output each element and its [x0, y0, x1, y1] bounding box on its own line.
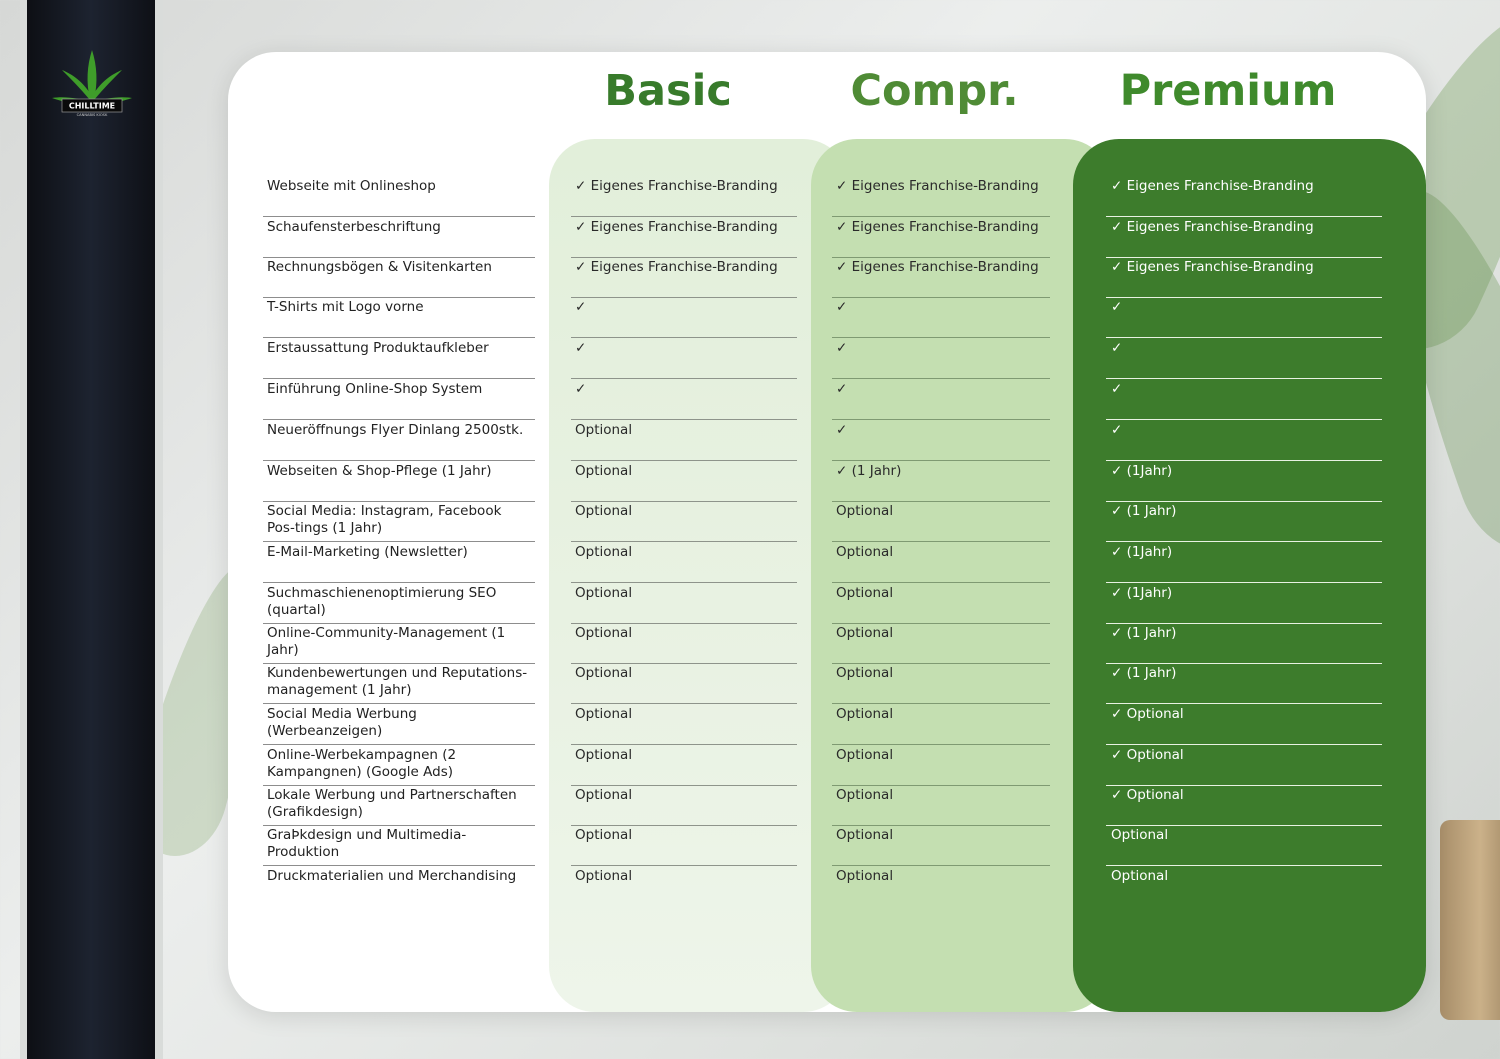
row-divider [263, 337, 535, 338]
feature-label: Druckmaterialien und Merchandising [267, 868, 517, 884]
plan-cell-compr: Optional [836, 585, 894, 601]
plan-cell-compr: Optional [836, 787, 894, 803]
row-divider [832, 703, 1050, 704]
row-divider [1106, 337, 1382, 338]
row-divider [263, 501, 535, 502]
plan-cell-premium: ✓ Optional [1111, 787, 1184, 803]
row-divider [1106, 460, 1382, 461]
row-divider [571, 378, 797, 379]
row-divider [832, 663, 1050, 664]
row-divider [263, 257, 535, 258]
plan-cell-compr: Optional [836, 544, 894, 560]
plan-cell-basic: Optional [575, 503, 633, 519]
row-divider [832, 297, 1050, 298]
row-divider [1106, 825, 1382, 826]
row-divider [263, 825, 535, 826]
plan-cell-premium: ✓ [1111, 340, 1123, 356]
row-divider [832, 541, 1050, 542]
plan-cell-compr: Optional [836, 868, 894, 884]
row-divider [832, 378, 1050, 379]
row-divider [1106, 582, 1382, 583]
plan-cell-basic: Optional [575, 665, 633, 681]
row-divider [571, 825, 797, 826]
plan-cell-premium: Optional [1111, 868, 1169, 884]
plan-cell-basic: ✓ [575, 299, 587, 315]
plan-cell-compr: ✓ Eigenes Franchise-Branding [836, 259, 1039, 275]
plan-cell-compr: ✓ [836, 422, 848, 438]
plan-heading-basic: Basic [604, 66, 732, 116]
plan-cell-basic: ✓ Eigenes Franchise-Branding [575, 259, 778, 275]
row-divider [263, 216, 535, 217]
plan-cell-compr: Optional [836, 827, 894, 843]
plan-heading-compr: Compr. [850, 66, 1019, 116]
row-divider [263, 419, 535, 420]
plan-cell-premium: ✓ Optional [1111, 747, 1184, 763]
plan-cell-compr: Optional [836, 706, 894, 722]
row-divider [571, 865, 797, 866]
feature-label: Kundenbewertungen und Reputations-management (1 Jahr) [267, 665, 528, 698]
plan-cell-basic: Optional [575, 868, 633, 884]
plan-cell-basic: Optional [575, 706, 633, 722]
row-divider [263, 541, 535, 542]
row-divider [832, 501, 1050, 502]
plan-cell-premium: ✓ Eigenes Franchise-Branding [1111, 219, 1314, 235]
plan-cell-premium: ✓ Eigenes Franchise-Branding [1111, 259, 1314, 275]
row-divider [571, 460, 797, 461]
plan-cell-premium: ✓ [1111, 422, 1123, 438]
plan-cell-basic: Optional [575, 463, 633, 479]
row-divider [832, 825, 1050, 826]
plan-cell-basic: Optional [575, 827, 633, 843]
plan-cell-compr: Optional [836, 625, 894, 641]
row-divider [263, 785, 535, 786]
feature-label: Webseite mit Onlineshop [267, 178, 436, 194]
plan-cell-basic: Optional [575, 585, 633, 601]
feature-label: T-Shirts mit Logo vorne [267, 299, 424, 315]
row-divider [1106, 541, 1382, 542]
cannabis-leaf-icon [52, 50, 132, 105]
row-divider [832, 865, 1050, 866]
row-divider [1106, 785, 1382, 786]
plan-cell-premium: ✓ (1Jahr) [1111, 544, 1173, 560]
plan-heading-premium: Premium [1119, 66, 1337, 116]
feature-label: E-Mail-Marketing (Newsletter) [267, 544, 468, 560]
plan-cell-basic: Optional [575, 787, 633, 803]
plan-cell-premium: ✓ (1 Jahr) [1111, 625, 1177, 641]
row-divider [1106, 623, 1382, 624]
plan-cell-premium: ✓ (1 Jahr) [1111, 503, 1177, 519]
row-divider [832, 460, 1050, 461]
row-divider [1106, 216, 1382, 217]
jar-background [1440, 820, 1500, 1020]
row-divider [263, 703, 535, 704]
row-divider [571, 785, 797, 786]
row-divider [832, 419, 1050, 420]
plan-cell-basic: ✓ [575, 340, 587, 356]
row-divider [1106, 501, 1382, 502]
row-divider [832, 785, 1050, 786]
row-divider [263, 460, 535, 461]
plan-cell-compr: ✓ (1 Jahr) [836, 463, 902, 479]
plan-cell-premium: ✓ [1111, 381, 1123, 397]
row-divider [832, 744, 1050, 745]
row-divider [571, 703, 797, 704]
row-divider [1106, 378, 1382, 379]
feature-label: Rechnungsbögen & Visitenkarten [267, 259, 492, 275]
row-divider [1106, 257, 1382, 258]
row-divider [1106, 703, 1382, 704]
plan-cell-compr: ✓ Eigenes Franchise-Branding [836, 219, 1039, 235]
logo-subtext: CANNABIS KIOSK [76, 113, 108, 117]
row-divider [1106, 297, 1382, 298]
feature-label: Schaufensterbeschriftung [267, 219, 441, 235]
feature-label: Social Media Werbung (Werbeanzeigen) [267, 706, 417, 739]
row-divider [263, 297, 535, 298]
plan-cell-premium: ✓ (1 Jahr) [1111, 665, 1177, 681]
plan-cell-premium: ✓ Eigenes Franchise-Branding [1111, 178, 1314, 194]
plan-cell-basic: ✓ Eigenes Franchise-Branding [575, 178, 778, 194]
plan-cell-premium: Optional [1111, 827, 1169, 843]
row-divider [263, 744, 535, 745]
plan-cell-compr: Optional [836, 747, 894, 763]
plan-cell-compr: ✓ [836, 299, 848, 315]
sidebar [27, 0, 155, 1059]
plan-cell-compr: ✓ Eigenes Franchise-Branding [836, 178, 1039, 194]
plan-cell-compr: ✓ [836, 340, 848, 356]
feature-label: Online-Community-Management (1 Jahr) [267, 625, 506, 658]
plan-cell-basic: ✓ Eigenes Franchise-Branding [575, 219, 778, 235]
row-divider [832, 216, 1050, 217]
row-divider [263, 663, 535, 664]
row-divider [571, 582, 797, 583]
row-divider [571, 216, 797, 217]
plan-cell-basic: Optional [575, 422, 633, 438]
row-divider [571, 501, 797, 502]
row-divider [571, 257, 797, 258]
row-divider [571, 663, 797, 664]
plan-cell-compr: Optional [836, 503, 894, 519]
row-divider [1106, 663, 1382, 664]
row-divider [263, 623, 535, 624]
row-divider [263, 378, 535, 379]
row-divider [571, 744, 797, 745]
plan-cell-compr: ✓ [836, 381, 848, 397]
row-divider [571, 297, 797, 298]
feature-label: GraÞkdesign und Multimedia-Produktion [267, 827, 467, 860]
row-divider [1106, 419, 1382, 420]
row-divider [832, 623, 1050, 624]
logo-text: CHILLTIME [68, 101, 116, 111]
row-divider [263, 865, 535, 866]
row-divider [1106, 744, 1382, 745]
plan-cell-basic: Optional [575, 747, 633, 763]
feature-label: Erstaussattung Produktaufkleber [267, 340, 489, 356]
plan-cell-premium: ✓ Optional [1111, 706, 1184, 722]
row-divider [263, 582, 535, 583]
feature-label: Suchmaschienenoptimierung SEO (quartal) [267, 585, 497, 618]
row-divider [571, 419, 797, 420]
plan-cell-basic: Optional [575, 625, 633, 641]
row-divider [832, 257, 1050, 258]
chilltime-logo [50, 48, 134, 122]
row-divider [832, 337, 1050, 338]
feature-label: Lokale Werbung und Partnerschaften (Grafikdesign) [267, 787, 517, 820]
row-divider [571, 337, 797, 338]
row-divider [1106, 865, 1382, 866]
row-divider [832, 582, 1050, 583]
feature-label: Online-Werbekampagnen (2 Kampangnen) (Google Ads) [267, 747, 457, 780]
plan-cell-basic: Optional [575, 544, 633, 560]
plan-cell-premium: ✓ (1Jahr) [1111, 463, 1173, 479]
plan-cell-compr: Optional [836, 665, 894, 681]
feature-label: Social Media: Instagram, Facebook Pos-tings (1 Jahr) [267, 503, 502, 536]
plan-cell-basic: ✓ [575, 381, 587, 397]
feature-label: Webseiten & Shop-Pflege (1 Jahr) [267, 463, 492, 479]
feature-label: Neueröffnungs Flyer Dinlang 2500stk. [267, 422, 524, 438]
plan-cell-premium: ✓ (1Jahr) [1111, 585, 1173, 601]
row-divider [571, 541, 797, 542]
feature-label: Einführung Online-Shop System [267, 381, 483, 397]
plan-cell-premium: ✓ [1111, 299, 1123, 315]
row-divider [571, 623, 797, 624]
